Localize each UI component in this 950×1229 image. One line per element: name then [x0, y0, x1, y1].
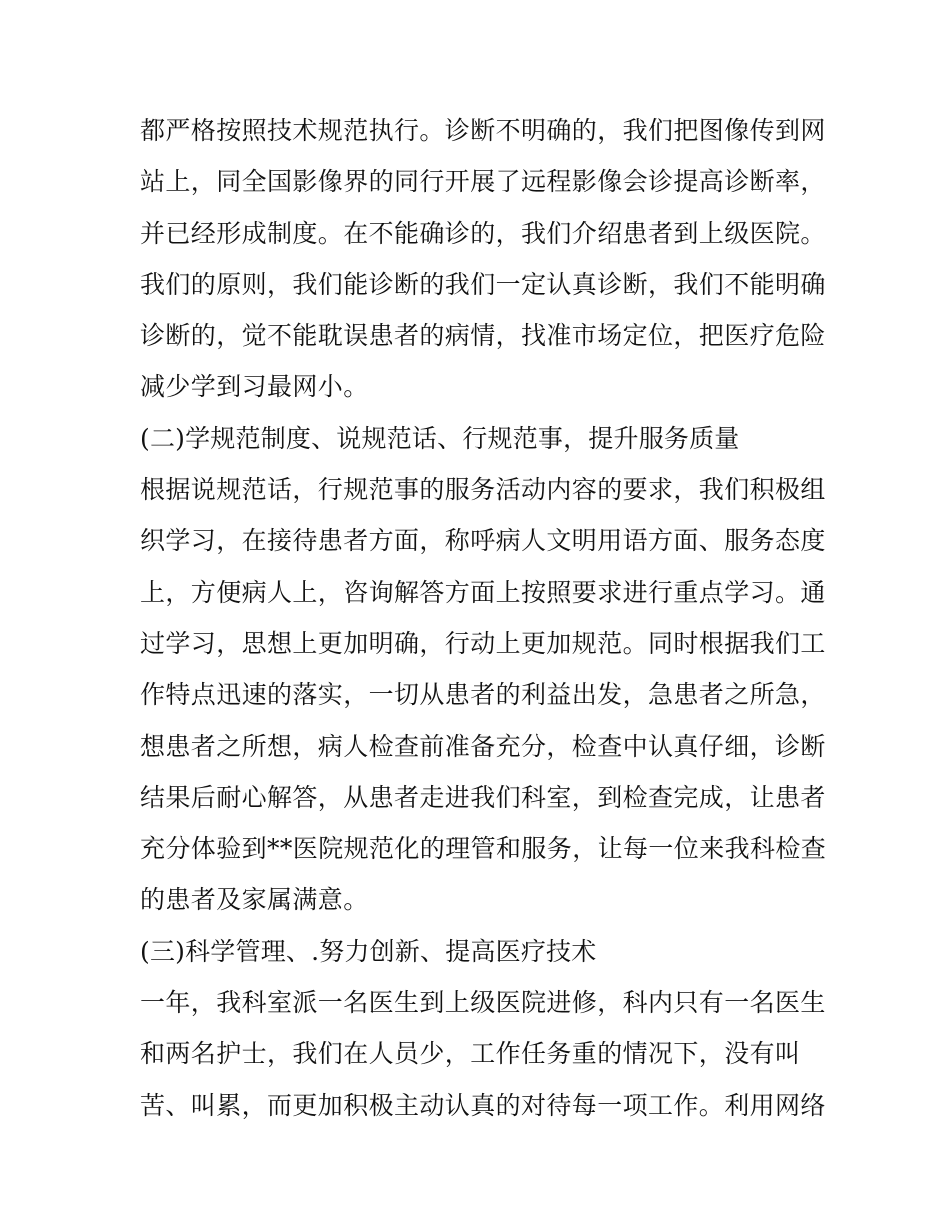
- text-line-1: 都严格按照技术规范执行。诊断不明确的，我们把图像传到网: [140, 116, 826, 145]
- text-line-3: 并已经形成制度。在不能确诊的，我们介绍患者到上级医院。: [140, 218, 826, 248]
- text-line-16: 的患者及家属满意。: [140, 885, 369, 915]
- text-line-14: 结果后耐心解答，从患者走进我们科室，到检查完成，让患者: [140, 782, 826, 812]
- text-line-9: 织学习，在接待患者方面，称呼病人文明用语方面、服务态度: [140, 526, 826, 556]
- text-line-4: 我们的原则，我们能诊断的我们一定认真诊断，我们不能明确: [140, 269, 826, 299]
- text-line-5: 诊断的，觉不能耽误患者的病情，找准市场定位，把医疗危险: [140, 321, 826, 351]
- text-line-12: 作特点迅速的落实，一切从患者的利益出发，急患者之所急，: [140, 680, 826, 710]
- body-text: [140, 105, 827, 1131]
- text-line-18: 一年，我科室派一名医生到上级医院进修，科内只有一名医生: [140, 988, 826, 1018]
- text-line-19: 和两名护士，我们在人员少，工作任务重的情况下，没有叫: [140, 1039, 801, 1069]
- section-heading-3: (三)科学管理、.努力创新、提高医疗技术: [140, 936, 597, 966]
- text-line-8: 根据说规范话，行规范事的服务活动内容的要求，我们积极组: [140, 475, 826, 505]
- text-line-13: 想患者之所想，病人检查前准备充分，检查中认真仔细，诊断: [140, 731, 826, 761]
- text-line-11: 过学习，思想上更加明确，行动上更加规范。同时根据我们工: [140, 628, 826, 658]
- text-line-20: 苦、叫累，而更加积极主动认真的对待每一项工作。利用网络: [140, 1090, 826, 1120]
- section-heading-2: (二)学规范制度、说规范话、行规范事，提升服务质量: [140, 423, 740, 453]
- text-line-2: 站上，同全国影像界的同行开展了远程影像会诊提高诊断率，: [140, 167, 826, 197]
- text-line-10: 上，方便病人上，咨询解答方面上按照要求进行重点学习。通: [140, 577, 826, 607]
- text-line-15: 充分体验到**医院规范化的理管和服务，让每一位来我科检查: [140, 834, 827, 864]
- text-line-6: 减少学到习最网小。: [140, 372, 369, 402]
